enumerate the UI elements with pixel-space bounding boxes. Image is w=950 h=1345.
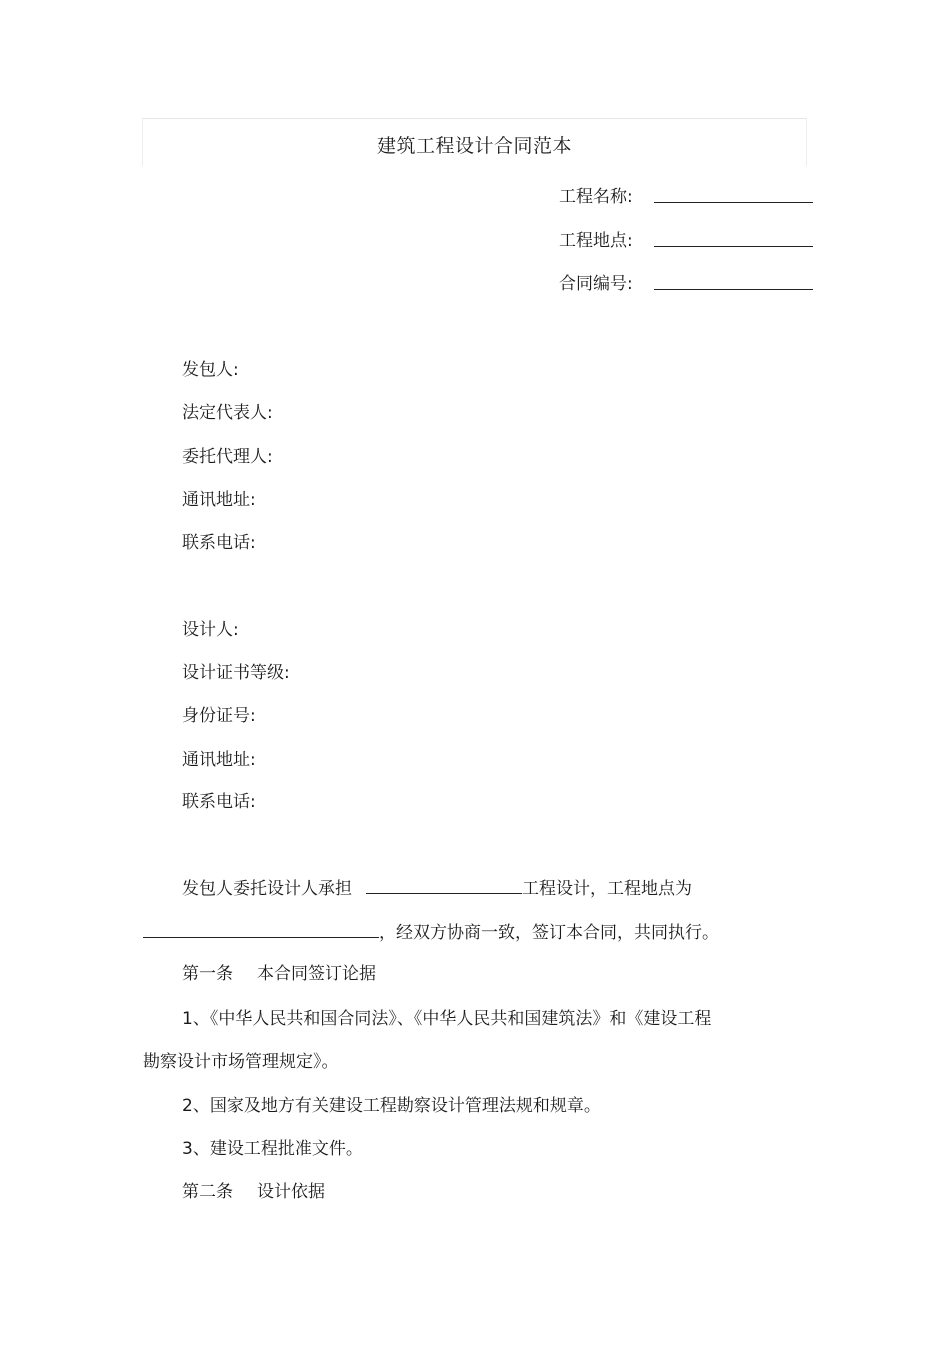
intro-text-3: ，经双方协商一致，签订本合同，共同执行。 bbox=[379, 923, 719, 943]
designer-address-label: 通讯地址: bbox=[182, 750, 256, 770]
intro-text-1: 发包人委托设计人承担 bbox=[182, 879, 352, 899]
contract-number-label: 合同编号: bbox=[559, 274, 633, 294]
client-phone-label: 联系电话: bbox=[182, 533, 256, 553]
id-number-label: 身份证号: bbox=[182, 706, 256, 726]
intro-line-1 bbox=[182, 876, 692, 900]
project-location-line bbox=[559, 229, 633, 253]
authorized-agent-label: 委托代理人: bbox=[182, 447, 273, 467]
project-location-blank[interactable] bbox=[654, 246, 813, 247]
intro-line-2 bbox=[143, 920, 719, 944]
project-name-line bbox=[559, 185, 633, 209]
designer-label: 设计人: bbox=[182, 620, 239, 640]
article-2-number: 第二条 bbox=[182, 1182, 233, 1202]
client-address-label: 通讯地址: bbox=[182, 490, 256, 510]
article-1-title: 本合同签订论据 bbox=[257, 964, 376, 984]
title-box bbox=[142, 118, 807, 166]
designer-phone-label: 联系电话: bbox=[182, 792, 256, 812]
contract-number-blank[interactable] bbox=[654, 289, 813, 290]
project-name-blank[interactable] bbox=[654, 202, 813, 203]
client-label: 发包人: bbox=[182, 360, 239, 380]
article-1-number: 第一条 bbox=[182, 964, 233, 984]
project-location-label: 工程地点: bbox=[559, 231, 633, 251]
item-1-line-1: 1、《中华人民共和国合同法》、《中华人民共和国建筑法》和《建设工程 bbox=[182, 1009, 712, 1029]
article-1-heading bbox=[182, 962, 376, 986]
location-blank[interactable] bbox=[143, 920, 379, 938]
item-1-line-2: 勘察设计市场管理规定》。 bbox=[143, 1052, 339, 1072]
intro-text-2: 工程设计，工程地点为 bbox=[522, 879, 692, 899]
article-2-heading bbox=[182, 1180, 325, 1204]
project-blank[interactable] bbox=[366, 876, 522, 894]
item-3: 3、建设工程批准文件。 bbox=[182, 1139, 363, 1159]
project-name-label: 工程名称: bbox=[559, 187, 633, 207]
article-2-title: 设计依据 bbox=[257, 1182, 325, 1202]
design-certificate-grade-label: 设计证书等级: bbox=[182, 663, 290, 683]
item-2: 2、国家及地方有关建设工程勘察设计管理法规和规章。 bbox=[182, 1096, 601, 1116]
document-title: 建筑工程设计合同范本 bbox=[376, 135, 572, 157]
legal-representative-label: 法定代表人: bbox=[182, 403, 273, 423]
contract-number-line bbox=[559, 272, 633, 296]
